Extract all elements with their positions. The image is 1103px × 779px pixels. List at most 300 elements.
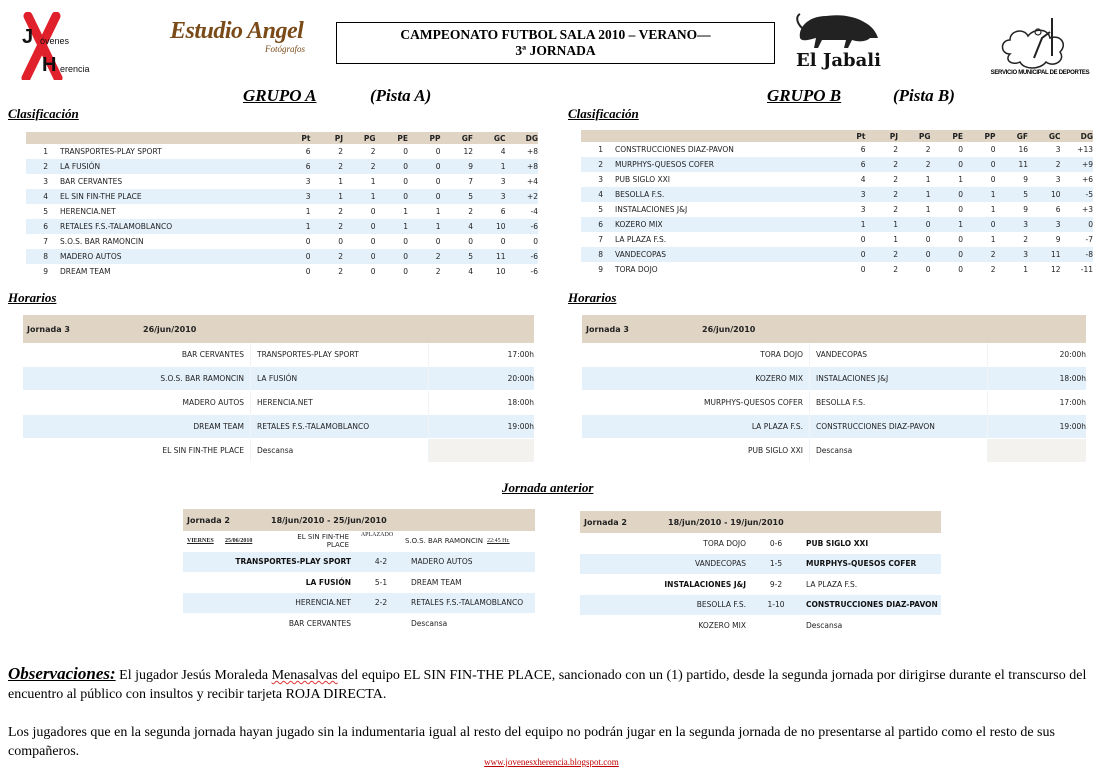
championship-title: CAMPEONATO FUTBOL SALA 2010 – VERANO— <box>400 27 711 42</box>
championship-title-box <box>336 22 775 64</box>
team-name: S.O.S. BAR RAMONCIN <box>60 237 144 246</box>
stat-pt: 1 <box>305 207 311 216</box>
jornada-date: 18/jun/2010 - 19/jun/2010 <box>668 517 784 527</box>
stat-gf: 2 <box>1023 235 1028 244</box>
stat-pt: 0 <box>860 235 866 244</box>
stat-pp: 1 <box>435 222 441 231</box>
match-time <box>429 439 534 462</box>
stat-pg: 0 <box>925 265 931 274</box>
stat-pe: 0 <box>403 192 408 201</box>
group-b-previous-results <box>580 511 941 636</box>
blog-link[interactable]: www.jovenesxherencia.blogspot.com <box>484 757 619 767</box>
group-b-name: GRUPO B <box>767 86 842 105</box>
group-b-pista: (Pista B) <box>893 86 955 105</box>
observation-2: Los jugadores que en la segunda jornada hayan jugado sin la indumentaria igual al resto del equipo no podrán jugar en la segunda jornada de no presentarse al partido como el resto de sus compañeros. <box>8 725 1055 759</box>
team-name: EL SIN FIN-THE PLACE <box>60 192 142 201</box>
stat-dg: +6 <box>1081 175 1093 184</box>
stat-pg: 0 <box>370 222 376 231</box>
schedule-row <box>23 415 534 439</box>
stat-pe: 0 <box>403 147 408 156</box>
stat-dg: -6 <box>530 222 538 231</box>
standings-row <box>26 264 538 279</box>
stat-gc: 11 <box>1050 250 1061 259</box>
stat-dg: 0 <box>533 237 538 246</box>
standings-row <box>26 159 538 174</box>
team-name: RETALES F.S.-TALAMOBLANCO <box>60 222 173 231</box>
stat-gc: 0 <box>500 237 506 246</box>
schedule-row <box>23 439 534 463</box>
away-team: S.O.S. BAR RAMONCIN <box>405 537 484 546</box>
observation-1-text-a: El jugador Jesús Moraleda <box>119 668 272 683</box>
group-a-schedule-table <box>23 315 534 463</box>
boar-icon <box>792 8 882 52</box>
standings-row <box>581 247 1093 262</box>
player-surname: Menasalvas <box>271 668 338 683</box>
stat-pt: 6 <box>860 145 866 154</box>
stat-pe: 0 <box>403 162 408 171</box>
team-name: KOZERO MIX <box>615 220 663 229</box>
home-team: TRANSPORTES-PLAY SPORT <box>235 557 351 567</box>
home-team: VANDECOPAS <box>695 559 746 569</box>
stat-pe: 0 <box>958 235 963 244</box>
stat-pp: 0 <box>990 160 996 169</box>
result-row <box>580 574 941 595</box>
standings-row <box>26 249 538 264</box>
schedule-row <box>23 391 534 415</box>
team-name: PUB SIGLO XXI <box>615 175 671 184</box>
column-header: PJ <box>889 131 898 141</box>
team-name: LA FUSIÓN <box>60 162 101 171</box>
result-row <box>183 572 535 593</box>
logo-text-herencia: erencia <box>60 64 90 74</box>
jornada-title: 3ª JORNADA <box>515 43 596 58</box>
position: 5 <box>43 207 48 216</box>
stat-pp: 2 <box>990 250 996 259</box>
home-team: PUB SIGLO XXI <box>582 439 810 462</box>
stat-gc: 3 <box>500 177 506 186</box>
team-name: TRANSPORTES-PLAY SPORT <box>60 147 162 156</box>
column-header: DG <box>1080 131 1093 141</box>
stat-pp: 0 <box>990 175 996 184</box>
home-team: LA PLAZA F.S. <box>582 415 810 438</box>
stat-dg: +9 <box>1081 160 1093 169</box>
postponed-day: VIERNES <box>187 538 214 545</box>
schedule-row <box>23 343 534 367</box>
stat-gc: 10 <box>1050 190 1061 199</box>
standings-row <box>26 219 538 234</box>
stat-pp: 0 <box>990 145 996 154</box>
stat-gf: 11 <box>1018 160 1028 169</box>
position: 7 <box>43 237 48 246</box>
away-team: CONSTRUCCIONES DIAZ-PAVON <box>810 415 988 438</box>
stat-pp: 1 <box>990 235 996 244</box>
stat-pp: 2 <box>435 267 441 276</box>
away-team: RETALES F.S.-TALAMOBLANCO <box>251 415 429 438</box>
stat-pg: 0 <box>925 250 931 259</box>
position: 2 <box>43 162 48 171</box>
schedule-row <box>582 439 1086 463</box>
stat-gc: 12 <box>1050 265 1061 274</box>
stat-pt: 0 <box>305 252 311 261</box>
away-team: CONSTRUCCIONES DIAZ-PAVON <box>806 600 938 610</box>
home-team: KOZERO MIX <box>698 620 746 630</box>
away-team: LA PLAZA F.S. <box>806 579 858 589</box>
home-team: BAR CERVANTES <box>288 618 351 628</box>
stat-dg: +2 <box>526 192 538 201</box>
schedule-row <box>23 367 534 391</box>
stat-pg: 0 <box>370 207 376 216</box>
jornada-label: Jornada 3 <box>586 324 629 334</box>
column-header: Pt <box>856 131 866 141</box>
group-a-pista: (Pista A) <box>370 86 432 105</box>
stat-dg: +4 <box>526 177 538 186</box>
column-header: GC <box>493 133 506 143</box>
stat-pp: 1 <box>990 205 996 214</box>
stat-pt: 4 <box>860 175 866 184</box>
column-header: PP <box>429 133 441 143</box>
stat-gc: 11 <box>495 252 506 261</box>
estudio-angel-text: Estudio Angel <box>170 18 304 44</box>
stat-pt: 6 <box>305 162 311 171</box>
result-row <box>183 552 535 573</box>
position: 1 <box>598 145 603 154</box>
stat-pg: 1 <box>925 175 931 184</box>
result-row <box>183 593 535 614</box>
observation-1 <box>8 664 1098 704</box>
stat-pj: 2 <box>893 205 898 214</box>
previous-round-label: Jornada anterior <box>502 480 594 495</box>
position: 4 <box>43 192 48 201</box>
match-time: 18:00h <box>1059 374 1086 383</box>
group-b-schedule-label: Horarios <box>568 290 617 305</box>
away-team: Descansa <box>806 620 843 630</box>
stat-gc: 4 <box>500 147 506 156</box>
away-team: RETALES F.S.-TALAMOBLANCO <box>411 598 524 608</box>
team-name: MURPHYS-QUESOS COFER <box>615 160 715 169</box>
stat-pj: 2 <box>893 160 898 169</box>
standings-row <box>581 187 1093 202</box>
schedule-row <box>582 343 1086 367</box>
stat-pt: 3 <box>305 192 311 201</box>
match-score: 1-10 <box>767 600 785 610</box>
position: 2 <box>598 160 603 169</box>
column-header: PG <box>918 131 931 141</box>
stat-pj: 1 <box>893 220 898 229</box>
group-b-title <box>767 86 841 106</box>
previous-header <box>580 511 941 533</box>
result-row <box>580 533 941 554</box>
match-time: 17:00h <box>1059 398 1086 407</box>
match-score: 0-6 <box>769 538 783 548</box>
stat-gf: 16 <box>1018 145 1028 154</box>
stat-gf: 9 <box>1023 205 1028 214</box>
column-header: GC <box>1048 131 1061 141</box>
stat-pg: 1 <box>925 205 931 214</box>
stat-pg: 0 <box>925 235 931 244</box>
standings-row <box>26 144 538 159</box>
away-team: BESOLLA F.S. <box>810 391 988 414</box>
home-team: EL SIN FIN-THE PLACE <box>297 533 349 550</box>
stat-pp: 0 <box>435 192 441 201</box>
stat-gf: 5 <box>468 252 473 261</box>
team-name: DREAM TEAM <box>60 267 111 276</box>
column-header: Pt <box>301 133 311 143</box>
postponed-date: 25/06/2010 <box>225 538 253 545</box>
stat-pg: 2 <box>370 147 376 156</box>
home-team: S.O.S. BAR RAMONCIN <box>23 367 251 390</box>
stat-gc: 9 <box>1055 235 1061 244</box>
position: 1 <box>43 147 48 156</box>
observations-label: Observaciones: <box>8 664 116 683</box>
stat-gc: 6 <box>500 207 506 216</box>
home-team: INSTALACIONES J&J <box>664 579 746 589</box>
away-team: HERENCIA.NET <box>251 391 429 414</box>
stat-pj: 1 <box>338 192 343 201</box>
stat-pg: 1 <box>370 177 376 186</box>
observation-1-text-b: del equipo EL SIN FIN-THE PLACE, sancionado con un (1) partido, desde la segunda jornada por dirigirse durante el transcurso del encuentro al público con insultos y recibir tarjeta ROJA DIRECTA. <box>8 668 1087 702</box>
match-time: 20:00h <box>1059 350 1086 359</box>
standings-row <box>581 157 1093 172</box>
stat-pg: 0 <box>370 252 376 261</box>
team-name: BESOLLA F.S. <box>615 190 665 199</box>
stat-gc: 3 <box>1055 175 1061 184</box>
column-header: PP <box>984 131 996 141</box>
standings-header-row <box>581 130 1093 142</box>
away-team: TRANSPORTES-PLAY SPORT <box>251 343 429 366</box>
stat-pj: 2 <box>893 250 898 259</box>
stat-gc: 1 <box>500 162 506 171</box>
stat-pt: 3 <box>305 177 311 186</box>
standings-row <box>581 142 1093 157</box>
stat-gf: 9 <box>468 162 473 171</box>
stat-gf: 1 <box>1023 265 1028 274</box>
position: 7 <box>598 235 603 244</box>
jornada-date: 26/jun/2010 <box>143 324 197 334</box>
stat-pg: 2 <box>925 145 931 154</box>
jornada-label: Jornada 2 <box>187 515 230 525</box>
standings-row <box>26 234 538 249</box>
match-time: 20:00h <box>507 374 534 383</box>
stat-dg: 0 <box>1088 220 1093 229</box>
stat-dg: -5 <box>1085 190 1093 199</box>
stat-gc: 3 <box>1055 145 1061 154</box>
stat-pj: 2 <box>338 162 343 171</box>
stat-gc: 10 <box>495 222 506 231</box>
home-team: TORA DOJO <box>703 538 746 548</box>
el-jabali-logo <box>792 8 887 78</box>
result-row <box>580 595 941 616</box>
stat-pe: 1 <box>403 222 408 231</box>
standings-header-row <box>26 132 538 144</box>
stat-pg: 2 <box>925 160 931 169</box>
result-row <box>580 615 941 636</box>
stat-dg: +8 <box>526 162 538 171</box>
stat-dg: +8 <box>526 147 538 156</box>
group-a-name: GRUPO A <box>243 86 317 105</box>
previous-header <box>183 509 535 531</box>
stat-gc: 3 <box>500 192 506 201</box>
stat-pj: 2 <box>338 252 343 261</box>
away-team: INSTALACIONES J&J <box>810 367 988 390</box>
home-team: TORA DOJO <box>582 343 810 366</box>
team-name: MADERO AUTOS <box>60 252 122 261</box>
away-team: Descansa <box>411 618 448 628</box>
stat-pt: 3 <box>860 205 866 214</box>
stat-gc: 2 <box>1055 160 1061 169</box>
match-score: 2-2 <box>374 598 388 608</box>
standings-row <box>26 204 538 219</box>
stat-pj: 1 <box>893 235 898 244</box>
stat-gf: 5 <box>468 192 473 201</box>
servicio-municipal-logo <box>990 14 1090 84</box>
home-team: KOZERO MIX <box>582 367 810 390</box>
position: 3 <box>598 175 603 184</box>
jornada-label: Jornada 3 <box>27 324 70 334</box>
column-header: PE <box>952 131 963 141</box>
column-header: GF <box>461 133 473 143</box>
stat-pp: 1 <box>990 190 996 199</box>
group-b-standings-table <box>581 130 1093 277</box>
match-time: 17:00h <box>507 350 534 359</box>
stat-pt: 1 <box>860 220 866 229</box>
away-team: LA FUSIÓN <box>251 367 429 390</box>
home-team: BESOLLA F.S. <box>696 600 746 610</box>
group-a-schedule-label: Horarios <box>8 290 57 305</box>
position: 4 <box>598 190 603 199</box>
stat-pj: 2 <box>338 207 343 216</box>
stat-pj: 2 <box>338 222 343 231</box>
standings-row <box>581 232 1093 247</box>
standings-row <box>26 189 538 204</box>
position: 3 <box>43 177 48 186</box>
home-team: DREAM TEAM <box>23 415 251 438</box>
schedule-row <box>582 415 1086 439</box>
away-team: Descansa <box>251 439 429 462</box>
stat-pj: 2 <box>893 265 898 274</box>
position: 9 <box>43 267 48 276</box>
stat-pp: 0 <box>435 147 441 156</box>
stat-pe: 0 <box>403 177 408 186</box>
away-team: MURPHYS-QUESOS COFER <box>806 559 917 569</box>
stat-gf: 12 <box>463 147 473 156</box>
stat-pe: 0 <box>403 237 408 246</box>
position: 8 <box>598 250 603 259</box>
home-team: LA FUSIÓN <box>305 577 351 587</box>
stat-dg: -8 <box>1085 250 1093 259</box>
stat-pe: 0 <box>958 160 963 169</box>
stat-pp: 2 <box>435 252 441 261</box>
logo-text-jovenes: óvenes <box>40 36 70 46</box>
column-header: GF <box>1016 131 1028 141</box>
stat-pj: 2 <box>893 175 898 184</box>
home-team: HERENCIA.NET <box>295 598 351 608</box>
servicio-municipal-text: SERVICIO MUNICIPAL DE DEPORTES <box>990 70 1090 76</box>
jovenes-herencia-logo <box>14 12 100 80</box>
match-score: 1-5 <box>769 559 783 569</box>
stat-pg: 0 <box>925 220 931 229</box>
stat-dg: -11 <box>1080 265 1093 274</box>
team-name: INSTALACIONES J&J <box>615 205 688 214</box>
stat-pe: 1 <box>958 175 963 184</box>
stat-pg: 1 <box>370 192 376 201</box>
stat-pe: 0 <box>958 205 963 214</box>
stat-pg: 2 <box>370 162 376 171</box>
postponed-status: APLAZADO <box>360 532 394 538</box>
away-team: DREAM TEAM <box>411 577 462 587</box>
match-score: 4-2 <box>374 557 388 567</box>
team-name: HERENCIA.NET <box>60 207 116 216</box>
stat-gf: 7 <box>468 177 473 186</box>
stat-pt: 3 <box>860 190 866 199</box>
stat-pg: 0 <box>370 267 376 276</box>
schedule-row <box>582 367 1086 391</box>
sports-figure-icon <box>990 14 1090 70</box>
stat-pp: 0 <box>435 237 441 246</box>
column-header: PG <box>363 133 376 143</box>
home-team: MURPHYS-QUESOS COFER <box>582 391 810 414</box>
logo-letter-j: J <box>22 26 34 48</box>
stat-gc: 3 <box>1055 220 1061 229</box>
stat-pj: 2 <box>893 145 898 154</box>
column-header: PJ <box>334 133 343 143</box>
match-score: 9-2 <box>769 579 783 589</box>
stat-dg: +13 <box>1077 145 1093 154</box>
group-a-classification-label: Clasificación <box>8 106 79 121</box>
stat-gc: 10 <box>495 267 506 276</box>
stat-pj: 0 <box>338 237 343 246</box>
stat-dg: -7 <box>1085 235 1093 244</box>
stat-dg: -4 <box>530 207 538 216</box>
schedule-row <box>582 391 1086 415</box>
position: 9 <box>598 265 603 274</box>
away-team: Descansa <box>810 439 988 462</box>
stat-gc: 6 <box>1055 205 1061 214</box>
logo-letter-h: H <box>42 54 57 76</box>
stat-pt: 0 <box>305 267 311 276</box>
stat-pt: 0 <box>860 265 866 274</box>
group-a-standings-table <box>26 132 538 279</box>
observations <box>8 664 1098 761</box>
stat-pj: 2 <box>893 190 898 199</box>
stat-gf: 2 <box>468 207 473 216</box>
stat-pe: 1 <box>958 220 963 229</box>
stat-pj: 1 <box>338 177 343 186</box>
stat-gf: 5 <box>1023 190 1028 199</box>
jornada-date: 26/jun/2010 <box>702 324 756 334</box>
stat-pt: 6 <box>860 160 866 169</box>
stat-pe: 1 <box>403 207 408 216</box>
stat-pp: 0 <box>435 177 441 186</box>
jornada-label: Jornada 2 <box>584 517 627 527</box>
match-time: 19:00h <box>1059 422 1086 431</box>
stat-pe: 0 <box>403 252 408 261</box>
standings-row <box>26 174 538 189</box>
group-b-classification-label: Clasificación <box>568 106 639 121</box>
team-name: VANDECOPAS <box>615 250 666 259</box>
stat-pt: 0 <box>305 237 311 246</box>
stat-gf: 4 <box>468 267 473 276</box>
stat-gf: 3 <box>1023 220 1028 229</box>
column-header: DG <box>525 133 538 143</box>
away-team: PUB SIGLO XXI <box>806 538 869 548</box>
team-name: CONSTRUCCIONES DIAZ-PAVON <box>615 145 734 154</box>
match-score: 5-1 <box>374 577 388 587</box>
position: 8 <box>43 252 48 261</box>
result-row <box>580 554 941 575</box>
schedule-header <box>582 315 1086 343</box>
stat-pe: 0 <box>958 250 963 259</box>
stat-pg: 1 <box>925 190 931 199</box>
